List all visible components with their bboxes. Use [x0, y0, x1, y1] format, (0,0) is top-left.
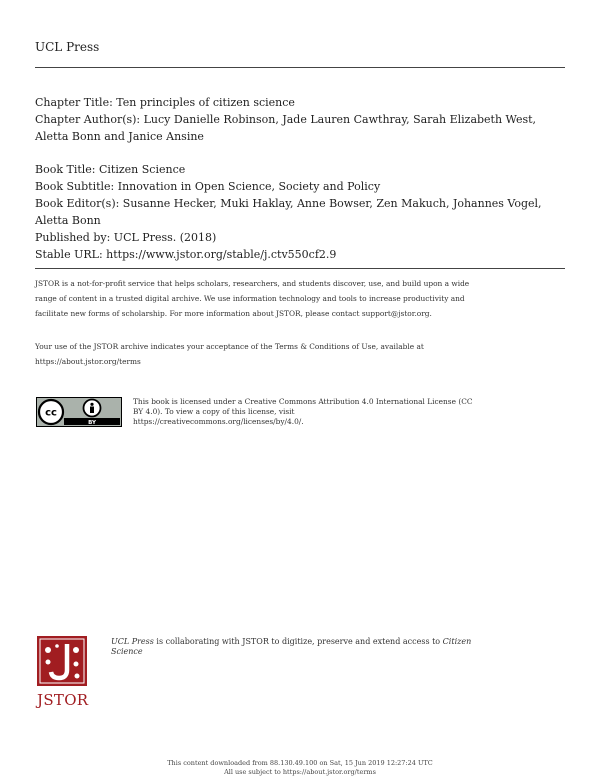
collab-book-title: Citizen: [442, 637, 472, 646]
jstor-notice-line: facilitate new forms of scholarship. For more information about JSTOR, please contact support@jstor.org.: [35, 309, 432, 318]
svg-text:cc: cc: [45, 407, 57, 419]
terms-notice-line: Your use of the JSTOR archive indicates your acceptance of the Terms & Conditions of Use, available at: [35, 342, 424, 351]
chapter-info: [35, 94, 570, 145]
top-divider: [35, 67, 565, 68]
chapter-title: Chapter Title: Ten principles of citizen science: [35, 96, 295, 109]
book-editors-cont: Aletta Bonn: [35, 214, 101, 227]
footer-line: This content downloaded from 88.130.49.100 on Sat, 15 Jun 2019 12:27:24 UTC: [167, 759, 433, 767]
license-line: BY 4.0). To view a copy of this license, visit: [133, 407, 295, 416]
jstor-seal-icon: [37, 636, 87, 686]
book-title: Book Title: Citizen Science: [35, 163, 186, 176]
license-text: [133, 397, 553, 427]
published-by: Published by: UCL Press. (2018): [35, 231, 217, 244]
download-footer: [0, 759, 600, 776]
cc-by-badge-icon[interactable]: [36, 397, 122, 427]
collab-text: is collaborating with JSTOR to digitize, preserve and extend access to: [153, 637, 443, 646]
jstor-logo: [37, 636, 87, 709]
license-link[interactable]: https://creativecommons.org/licenses/by/4.0/.: [133, 417, 304, 426]
chapter-authors-cont: Aletta Bonn and Janice Ansine: [35, 130, 204, 143]
jstor-logo-text: JSTOR: [37, 691, 89, 709]
book-editors: Book Editor(s): Susanne Hecker, Muki Haklay, Anne Bowser, Zen Makuch, Johannes Vogel,: [35, 197, 542, 210]
terms-notice: [35, 339, 565, 369]
collaboration-notice: [111, 637, 531, 657]
footer-terms-link[interactable]: All use subject to https://about.jstor.org/terms: [224, 767, 376, 776]
book-info: [35, 161, 570, 263]
publisher-name: UCL Press: [35, 40, 100, 54]
book-subtitle: Book Subtitle: Innovation in Open Science, Society and Policy: [35, 180, 381, 193]
cc-badge-label: BY: [88, 420, 96, 426]
middle-divider: [35, 268, 565, 269]
terms-link[interactable]: https://about.jstor.org/terms: [35, 357, 141, 366]
jstor-notice-line: range of content in a trusted digital archive. We use information technology and tools to increase productivity and: [35, 294, 465, 303]
stable-url-link[interactable]: Stable URL: https://www.jstor.org/stable/j.ctv550cf2.9: [35, 248, 337, 261]
collab-publisher: UCL Press: [111, 637, 154, 646]
collab-book-title-cont: Science: [111, 647, 143, 656]
license-line: This book is licensed under a Creative Commons Attribution 4.0 International License (CC: [133, 397, 473, 406]
chapter-authors: Chapter Author(s): Lucy Danielle Robinson, Jade Lauren Cawthray, Sarah Elizabeth West,: [35, 113, 537, 126]
jstor-notice-line: JSTOR is a not-for-profit service that helps scholars, researchers, and students discover, use, and build upon a wide: [35, 279, 470, 288]
jstor-notice: [35, 276, 565, 321]
